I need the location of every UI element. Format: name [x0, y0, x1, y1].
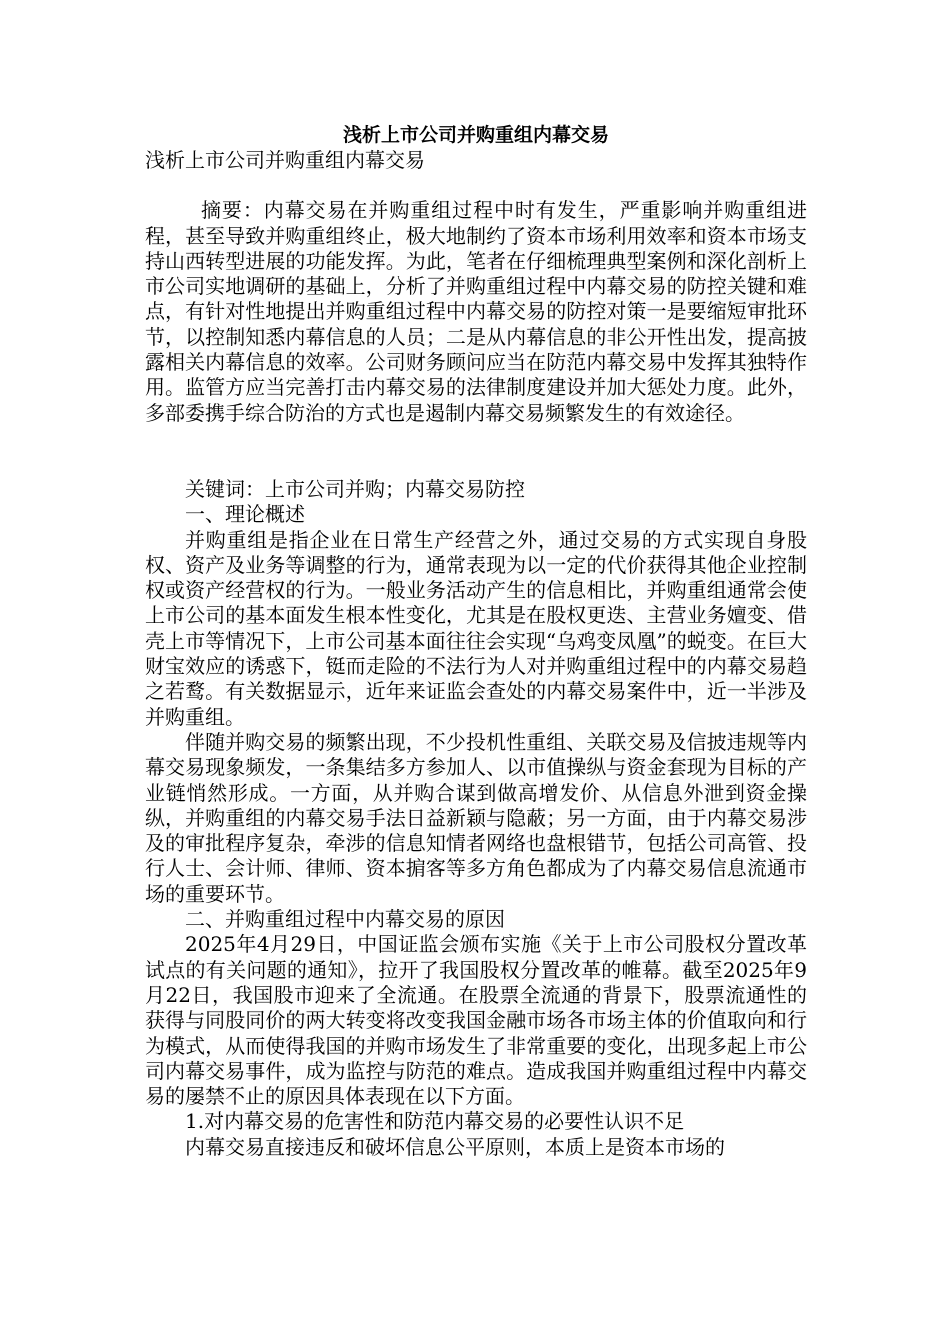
section-2-heading: 二、并购重组过程中内幕交易的原因: [185, 907, 505, 932]
keywords-line: 关键词：上市公司并购；内幕交易防控: [185, 476, 525, 501]
document-subtitle: 浅析上市公司并购重组内幕交易: [145, 148, 425, 172]
section-1-paragraph-2: 伴随并购交易的频繁出现，不少投机性重组、关联交易及信披违规等内幕交易现象频发，一条集结多方参加人、以市值操纵与资金套现为目标的产业链悄然形成。一方面，从并购合谋到做高增发价、从信息外泄到资金操纵，并购重组的内幕交易手法日益新颖与隐蔽；另一方面，由于内幕交易涉及的审批程序复杂，牵涉的信息知情者网络也盘根错节，包括公司高管、投行人士、会计师、律师、资本掮客等多方角色都成为了内幕交易信息流通市场的重要环节。: [145, 729, 807, 906]
subsection-1-heading: 1.对内幕交易的危害性和防范内幕交易的必要性认识不足: [185, 1109, 685, 1134]
document-body: [145, 122, 807, 1160]
abstract-paragraph: 摘要：内幕交易在并购重组过程中时有发生，严重影响并购重组进程，甚至导致并购重组终止，极大地制约了资本市场利用效率和资本市场支持山西转型进展的功能发挥。为此，笔者在仔细梳理典型案例和深化剖析上市公司实地调研的基础上，分析了并购重组过程中内幕交易的防控关键和难点，有针对性地提出并购重组过程中内幕交易的防控对策一是要缩短审批环节，以控制知悉内幕信息的人员；二是从内幕信息的非公开性出发，提高披露相关内幕信息的效率。公司财务顾问应当在防范内幕交易中发挥其独特作用。监管方应当完善打击内幕交易的法律制度建设并加大惩处力度。此外，多部委携手综合防治的方式也是遏制内幕交易频繁发生的有效途径。: [145, 198, 807, 425]
section-1-heading: 一、理论概述: [185, 502, 305, 527]
subsection-1-paragraph-1: 内幕交易直接违反和破坏信息公平原则，本质上是资本市场的: [185, 1134, 725, 1159]
document-title: 浅析上市公司并购重组内幕交易: [342, 124, 609, 146]
section-2-paragraph-1: 2025年4月29日，中国证监会颁布实施《关于上市公司股权分置改革试点的有关问题的通知》，拉开了我国股权分置改革的帷幕。截至2025年9月22日，我国股市迎来了全流通。在股票全流通的背景下，股票流通性的获得与同股同价的两大转变将改变我国金融市场各市场主体的价值取向和行为模式，从而使得我国的并购市场发生了非常重要的变化，出现多起上市公司内幕交易事件，成为监控与防范的难点。造成我国并购重组过程中内幕交易的屡禁不止的原因具体表现在以下方面。: [145, 932, 807, 1109]
section-1-paragraph-1: 并购重组是指企业在日常生产经营之外，通过交易的方式实现自身股权、资产及业务等调整的行为，通常表现为以一定的代价获得其他企业控制权或资产经营权的行为。一般业务活动产生的信息相比，并购重组通常会使上市公司的基本面发生根本性变化，尤其是在股权更迭、主营业务嬗变、借壳上市等情况下，上市公司基本面往往会实现“乌鸡变凤凰”的蜕变。在巨大财宝效应的诱惑下，铤而走险的不法行为人对并购重组过程中的内幕交易趋之若鹜。有关数据显示，近年来证监会查处的内幕交易案件中，近一半涉及并购重组。: [145, 527, 807, 729]
